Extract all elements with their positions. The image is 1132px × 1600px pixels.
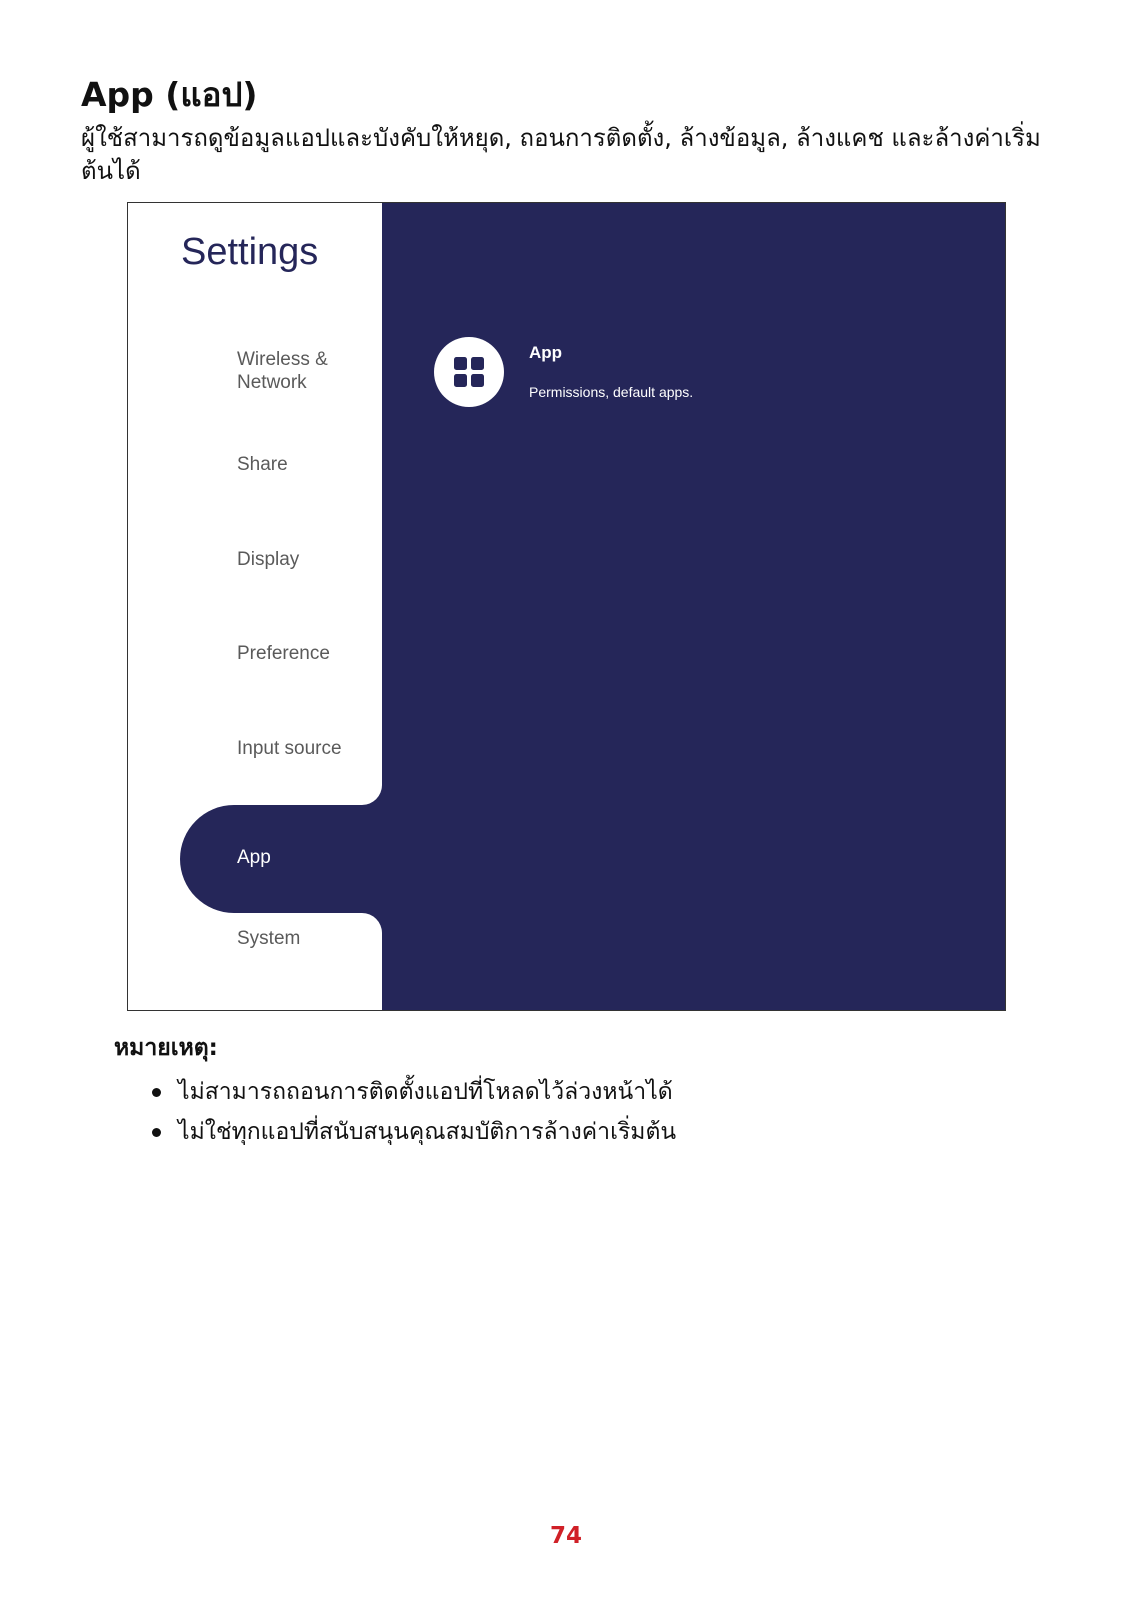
note-item	[148, 1072, 676, 1112]
bullet-icon	[152, 1088, 161, 1097]
sidebar-item-display[interactable]: Display	[237, 549, 300, 570]
bullet-icon	[152, 1128, 161, 1137]
sidebar-item-share[interactable]: Share	[237, 454, 288, 475]
active-tab-corner-top	[362, 785, 382, 805]
intro-paragraph: ผู้ใช้สามารถดูข้อมูลแอปและบังคับให้หยุด, ถอนการติดตั้ง, ล้างข้อมูล, ล้างแคช และล้างค่าเริ่มต้นได้	[81, 124, 1041, 185]
settings-screenshot	[127, 202, 1006, 1011]
sidebar-item-wireless-network[interactable]: Wireless & Network	[237, 349, 328, 393]
settings-title: Settings	[181, 231, 319, 273]
sidebar-item-preference[interactable]: Preference	[237, 643, 330, 664]
app-entry-title: App	[529, 343, 563, 362]
settings-content-panel	[382, 203, 1005, 1010]
active-tab-corner-bottom	[362, 913, 382, 933]
note-title: หมายเหตุ:	[114, 1035, 218, 1061]
page-heading: App (แอป)	[81, 75, 258, 114]
note-item	[148, 1112, 676, 1152]
sidebar-item-system[interactable]: System	[237, 928, 301, 949]
sidebar-item-input-source[interactable]: Input source	[237, 738, 342, 759]
note-item-text: ไม่ใช่ทุกแอปที่สนับสนุนคุณสมบัติการล้างค่าเริ่มต้น	[178, 1119, 677, 1145]
app-entry-description: Permissions, default apps.	[529, 384, 694, 400]
note-list	[148, 1072, 676, 1152]
app-settings-entry[interactable]	[434, 337, 854, 409]
sidebar-item-app-label[interactable]: App	[237, 847, 271, 868]
grid-apps-icon	[434, 337, 504, 407]
page-number: 74	[549, 1523, 582, 1549]
note-item-text: ไม่สามารถถอนการติดตั้งแอปที่โหลดไว้ล่วงหน้าได้	[178, 1079, 673, 1105]
sidebar-item-app-active[interactable]	[180, 805, 382, 913]
